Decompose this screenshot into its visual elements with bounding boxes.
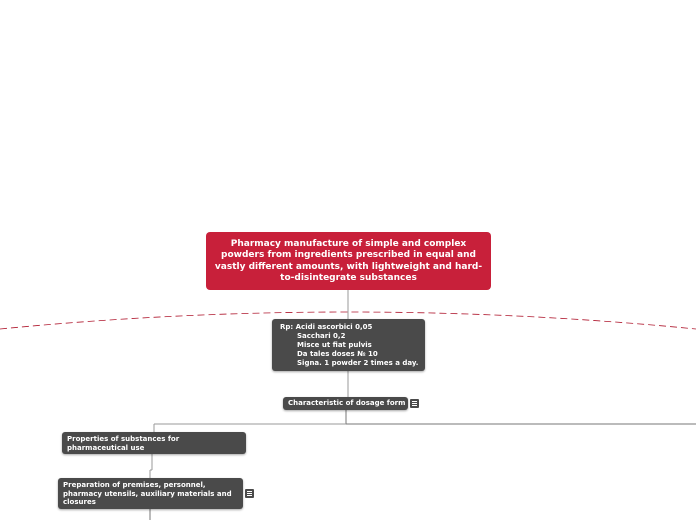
prescription-line-4: Da tales doses № 10 — [297, 350, 378, 358]
prescription-node[interactable] — [272, 319, 425, 371]
prescription-line-1: Rp: Acidi ascorbici 0,05 — [280, 323, 373, 331]
prescription-line-2: Sacchari 0,2 — [297, 332, 346, 340]
note-icon[interactable] — [245, 489, 254, 498]
characteristic-label: Characteristic of dosage form — [288, 399, 406, 407]
root-topic-text: Pharmacy manufacture of simple and complex powders from ingredients prescribed in equal and vastly different amounts, with lightweight and hard-to-disintegrate substances — [214, 239, 483, 283]
properties-label: Properties of substances for pharmaceutical use — [67, 435, 180, 452]
preparation-label: Preparation of premises, personnel, pharmacy utensils, auxiliary materials and closures — [63, 481, 232, 506]
preparation-node[interactable] — [58, 478, 243, 509]
note-icon[interactable] — [410, 399, 419, 408]
prescription-line-5: Signa. 1 powder 2 times a day. — [297, 359, 419, 367]
properties-node[interactable] — [62, 432, 246, 454]
prescription-line-3: Misce ut fiat pulvis — [297, 341, 372, 349]
characteristic-node[interactable] — [283, 397, 408, 410]
root-topic-node[interactable] — [206, 232, 491, 290]
